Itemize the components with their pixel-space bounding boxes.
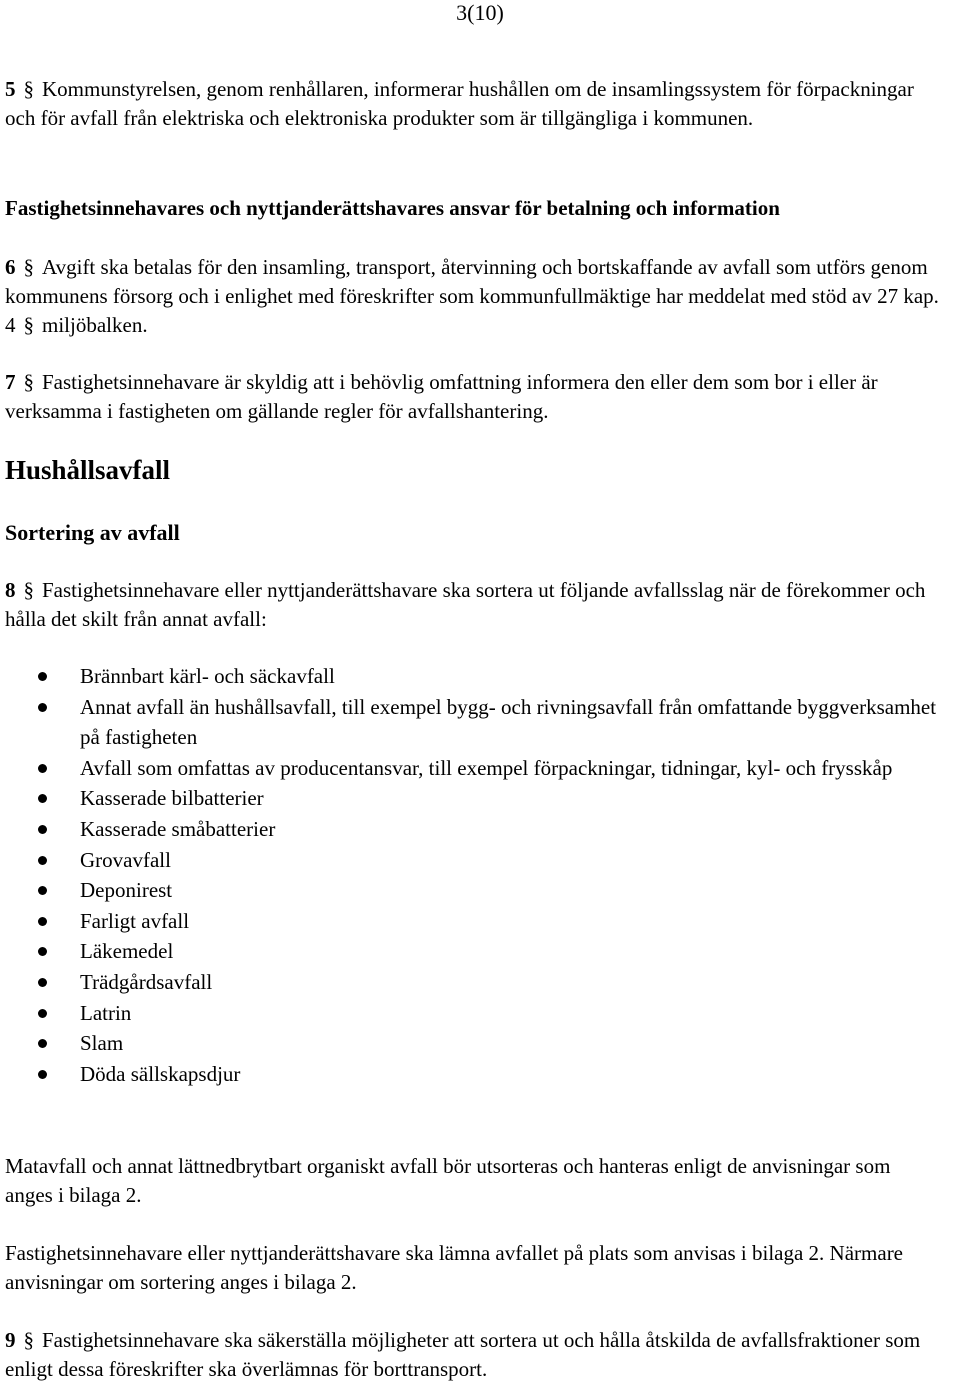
bullet-icon	[38, 1009, 47, 1018]
list-item: Trädgårdsavfall	[0, 967, 960, 998]
list-item: Avfall som omfattas av producentansvar, till exempel förpackningar, tidningar, kyl- och frysskåp	[0, 753, 960, 784]
section-number: 9	[5, 1328, 16, 1352]
bullet-icon	[38, 917, 47, 926]
list-item: Läkemedel	[0, 936, 960, 967]
list-item: Latrin	[0, 998, 960, 1029]
heading-responsibility: Fastighetsinnehavares och nyttjanderättshavares ansvar för betalning och information	[5, 196, 780, 220]
section-sign: §	[23, 578, 34, 602]
heading-hushallsavfall: Hushållsavfall	[5, 455, 171, 485]
section-sign: §	[23, 313, 34, 337]
paragraph-6	[5, 253, 945, 340]
bullet-icon	[38, 978, 47, 987]
bullet-icon	[38, 1039, 47, 1048]
waste-type-list	[0, 661, 960, 1089]
paragraph-text: Fastighetsinnehavare är skyldig att i behövlig omfattning informera den eller dem som bor i eller är verksamma i fastigheten om gällande regler för avfallshantering.	[5, 370, 878, 423]
paragraph-5	[5, 75, 940, 133]
paragraph-8	[5, 576, 950, 634]
bullet-icon	[38, 825, 47, 834]
list-item: Kasserade bilbatterier	[0, 783, 960, 814]
list-item: Kasserade småbatterier	[0, 814, 960, 845]
paragraph-lamna: Fastighetsinnehavare eller nyttjanderättshavare ska lämna avfallet på plats som anvisas i bilaga 2. Närmare anvisningar om sortering anges i bilaga 2.	[5, 1241, 904, 1294]
section-number: 6	[5, 255, 16, 279]
heading-sortering: Sortering av avfall	[5, 520, 180, 545]
bullet-icon	[38, 703, 47, 712]
page-number: 3(10)	[456, 0, 504, 25]
bullet-icon	[38, 672, 47, 681]
paragraph-text: Kommunstyrelsen, genom renhållaren, informerar hushållen om de insamlingssystem för förpackningar och för avfall från elektriska och elektroniska produkter som är tillgängliga i kommunen.	[5, 77, 914, 130]
paragraph-matavfall: Matavfall och annat lättnedbrytbart organiskt avfall bör utsorteras och hanteras enligt de anvisningar som anges i bilaga 2.	[5, 1154, 891, 1207]
list-item: Farligt avfall	[0, 906, 960, 937]
list-item: Döda sällskapsdjur	[0, 1059, 960, 1090]
paragraph-text: Fastighetsinnehavare ska säkerställa möjligheter att sortera ut och hålla åtskilda de avfallsfraktioner som enligt dessa föreskrifter ska överlämnas för borttransport.	[5, 1328, 921, 1381]
paragraph-7	[5, 368, 957, 426]
paragraph-9	[5, 1326, 940, 1384]
section-number: 7	[5, 370, 16, 394]
section-sign: §	[23, 77, 34, 101]
list-item: Deponirest	[0, 875, 960, 906]
bullet-icon	[38, 764, 47, 773]
paragraph-text-end: miljöbalken.	[42, 313, 148, 337]
bullet-icon	[38, 886, 47, 895]
bullet-icon	[38, 1070, 47, 1079]
section-number: 8	[5, 578, 16, 602]
list-item: Brännbart kärl- och säckavfall	[0, 661, 960, 692]
bullet-icon	[38, 947, 47, 956]
section-sign: §	[23, 1328, 34, 1352]
section-sign: §	[23, 255, 34, 279]
section-sign: §	[23, 370, 34, 394]
bullet-icon	[38, 794, 47, 803]
section-number: 5	[5, 77, 16, 101]
list-item: Grovavfall	[0, 845, 960, 876]
list-item: Slam	[0, 1028, 960, 1059]
list-item: Annat avfall än hushållsavfall, till exempel bygg- och rivningsavfall från omfattande byggverksamhet på fastigheten	[0, 692, 960, 753]
bullet-icon	[38, 856, 47, 865]
paragraph-text: Avgift ska betalas för den insamling, transport, återvinning och bortskaffande av avfall som utförs genom kommunens försorg och i enlighet med föreskrifter som kommunfullmäktige har meddelat med stöd av 27 kap. 4	[5, 255, 939, 337]
paragraph-text: Fastighetsinnehavare eller nyttjanderättshavare ska sortera ut följande avfallsslag när de förekommer och hålla det skilt från annat avfall:	[5, 578, 926, 631]
